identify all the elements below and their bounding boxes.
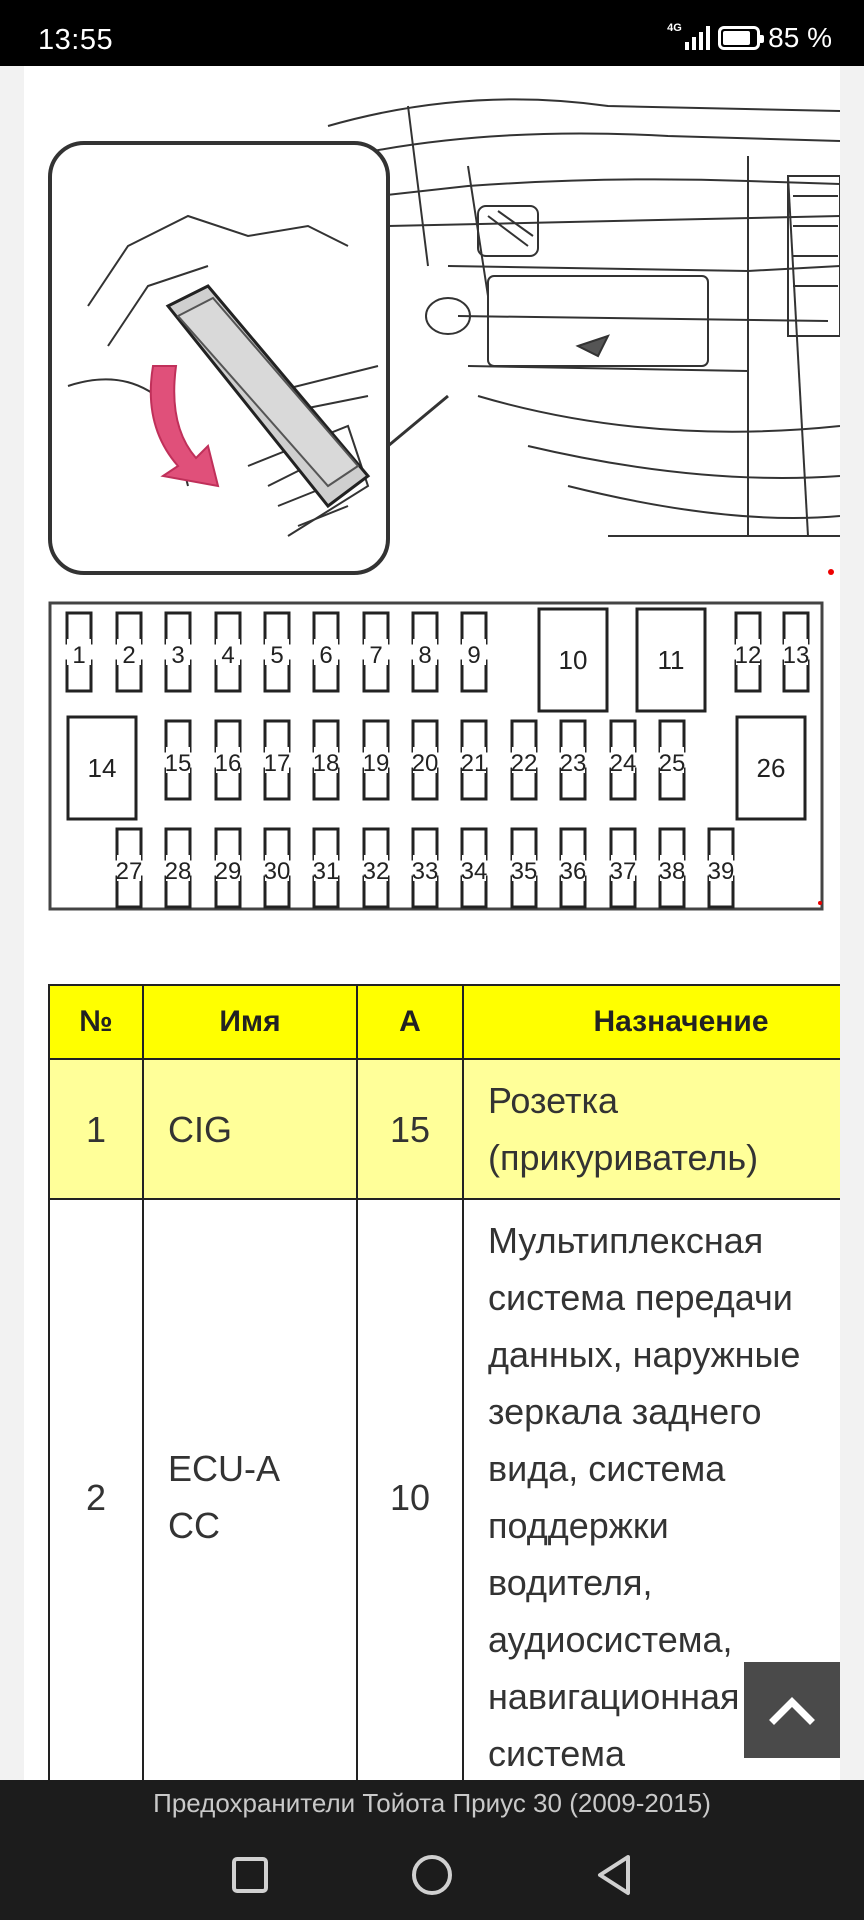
purpose-line: аудиосистема, xyxy=(488,1619,733,1660)
fuse-number: 29 xyxy=(214,858,242,885)
home-button[interactable] xyxy=(400,1843,464,1907)
fuse-number: 36 xyxy=(559,858,587,885)
purpose-line: (прикуриватель) xyxy=(488,1137,759,1178)
fuse-number: 15 xyxy=(164,750,192,777)
purpose-line: система xyxy=(488,1733,625,1774)
fuse-number: 30 xyxy=(263,858,291,885)
fuse-number: 22 xyxy=(510,750,538,777)
table-row xyxy=(49,1059,840,1199)
fuse-number: 6 xyxy=(319,642,333,669)
fuse-number: 33 xyxy=(411,858,439,885)
article-page[interactable] xyxy=(24,66,840,1780)
status-bar xyxy=(0,0,864,66)
fuse-number: 18 xyxy=(312,750,340,777)
cell-name-text: ECU-ACC xyxy=(168,1448,281,1546)
page-caption: Предохранители Тойота Приус 30 (2009-2015) xyxy=(153,1788,711,1818)
fuse-number: 11 xyxy=(657,645,685,675)
fuse-number: 10 xyxy=(558,645,588,675)
fuse-number: 4 xyxy=(221,642,235,669)
table-row xyxy=(49,1199,840,1780)
fuse-number: 32 xyxy=(362,858,390,885)
back-button[interactable] xyxy=(582,1843,646,1907)
fuse-number: 35 xyxy=(510,858,538,885)
scroll-to-top-button[interactable] xyxy=(744,1662,840,1758)
back-triangle-icon xyxy=(594,1853,634,1897)
header-amp: A xyxy=(357,985,463,1059)
page-caption-bar xyxy=(0,1780,864,1830)
cell-no: 2 xyxy=(49,1199,143,1780)
fuse-number: 2 xyxy=(122,642,136,669)
fuse-number: 38 xyxy=(658,858,686,885)
cell-purpose xyxy=(463,1059,840,1199)
fuse-number: 23 xyxy=(559,750,587,777)
purpose-line: поддержки xyxy=(488,1505,669,1546)
fuse-number: 37 xyxy=(609,858,637,885)
fuse-number: 14 xyxy=(87,753,117,783)
fuse-number: 12 xyxy=(734,642,762,669)
header-no: № xyxy=(49,985,143,1059)
purpose-line: Мультиплексная xyxy=(488,1220,764,1261)
header-name: Имя xyxy=(143,985,357,1059)
fuse-number: 17 xyxy=(263,750,291,777)
fuse-number: 39 xyxy=(707,858,735,885)
purpose-line: данных, наружные xyxy=(488,1334,801,1375)
fuse-number: 25 xyxy=(658,750,686,777)
fuse-number: 13 xyxy=(782,642,810,669)
fuse-number: 9 xyxy=(467,642,481,669)
fuse-number: 3 xyxy=(171,642,185,669)
fuse-number: 24 xyxy=(609,750,637,777)
chevron-up-icon xyxy=(768,1694,816,1726)
fuse-number: 8 xyxy=(418,642,432,669)
battery-percent: 85 % xyxy=(768,22,832,53)
fuse-table-container[interactable] xyxy=(48,984,840,1780)
fuse-number: 26 xyxy=(756,753,786,783)
cell-amp: 15 xyxy=(357,1059,463,1199)
fuse-table xyxy=(48,984,840,1780)
purpose-line: Розетка xyxy=(488,1080,619,1121)
fuse-layout-diagram xyxy=(48,601,840,911)
system-nav-bar xyxy=(0,1830,864,1920)
recents-button[interactable] xyxy=(218,1843,282,1907)
table-header-row xyxy=(49,985,840,1059)
status-time: 13:55 xyxy=(38,24,114,56)
cell-name: CIG xyxy=(143,1059,357,1199)
purpose-line: навигационная xyxy=(488,1676,740,1717)
cell-name xyxy=(143,1199,357,1780)
fuse-number: 7 xyxy=(369,642,383,669)
fuse-number: 21 xyxy=(460,750,488,777)
home-circle-icon xyxy=(410,1853,454,1897)
purpose-line: вида, система xyxy=(488,1448,726,1489)
recents-square-icon xyxy=(230,1855,270,1895)
status-icons xyxy=(667,22,832,54)
header-purpose: Назначение xyxy=(463,985,840,1059)
fuse-number: 34 xyxy=(460,858,488,885)
cell-amp: 10 xyxy=(357,1199,463,1780)
battery-icon xyxy=(718,26,760,50)
battery-fill xyxy=(723,31,750,45)
fuse-number: 20 xyxy=(411,750,439,777)
fuse-number: 31 xyxy=(312,858,340,885)
purpose-line: зеркала заднего xyxy=(488,1391,762,1432)
fuse-number: 28 xyxy=(164,858,192,885)
fuse-number: 16 xyxy=(214,750,242,777)
fuse-number: 27 xyxy=(115,858,143,885)
marker-dot xyxy=(818,901,822,905)
purpose-line: водителя, xyxy=(488,1562,653,1603)
signal-icon xyxy=(667,22,710,50)
fuse-number: 19 xyxy=(362,750,390,777)
fuse-box-location-illustration xyxy=(48,66,840,586)
cell-no: 1 xyxy=(49,1059,143,1199)
fuse-number: 5 xyxy=(270,642,284,669)
fuse-number: 1 xyxy=(72,642,86,669)
network-type: 4G xyxy=(667,22,682,34)
purpose-line: система передачи xyxy=(488,1277,793,1318)
